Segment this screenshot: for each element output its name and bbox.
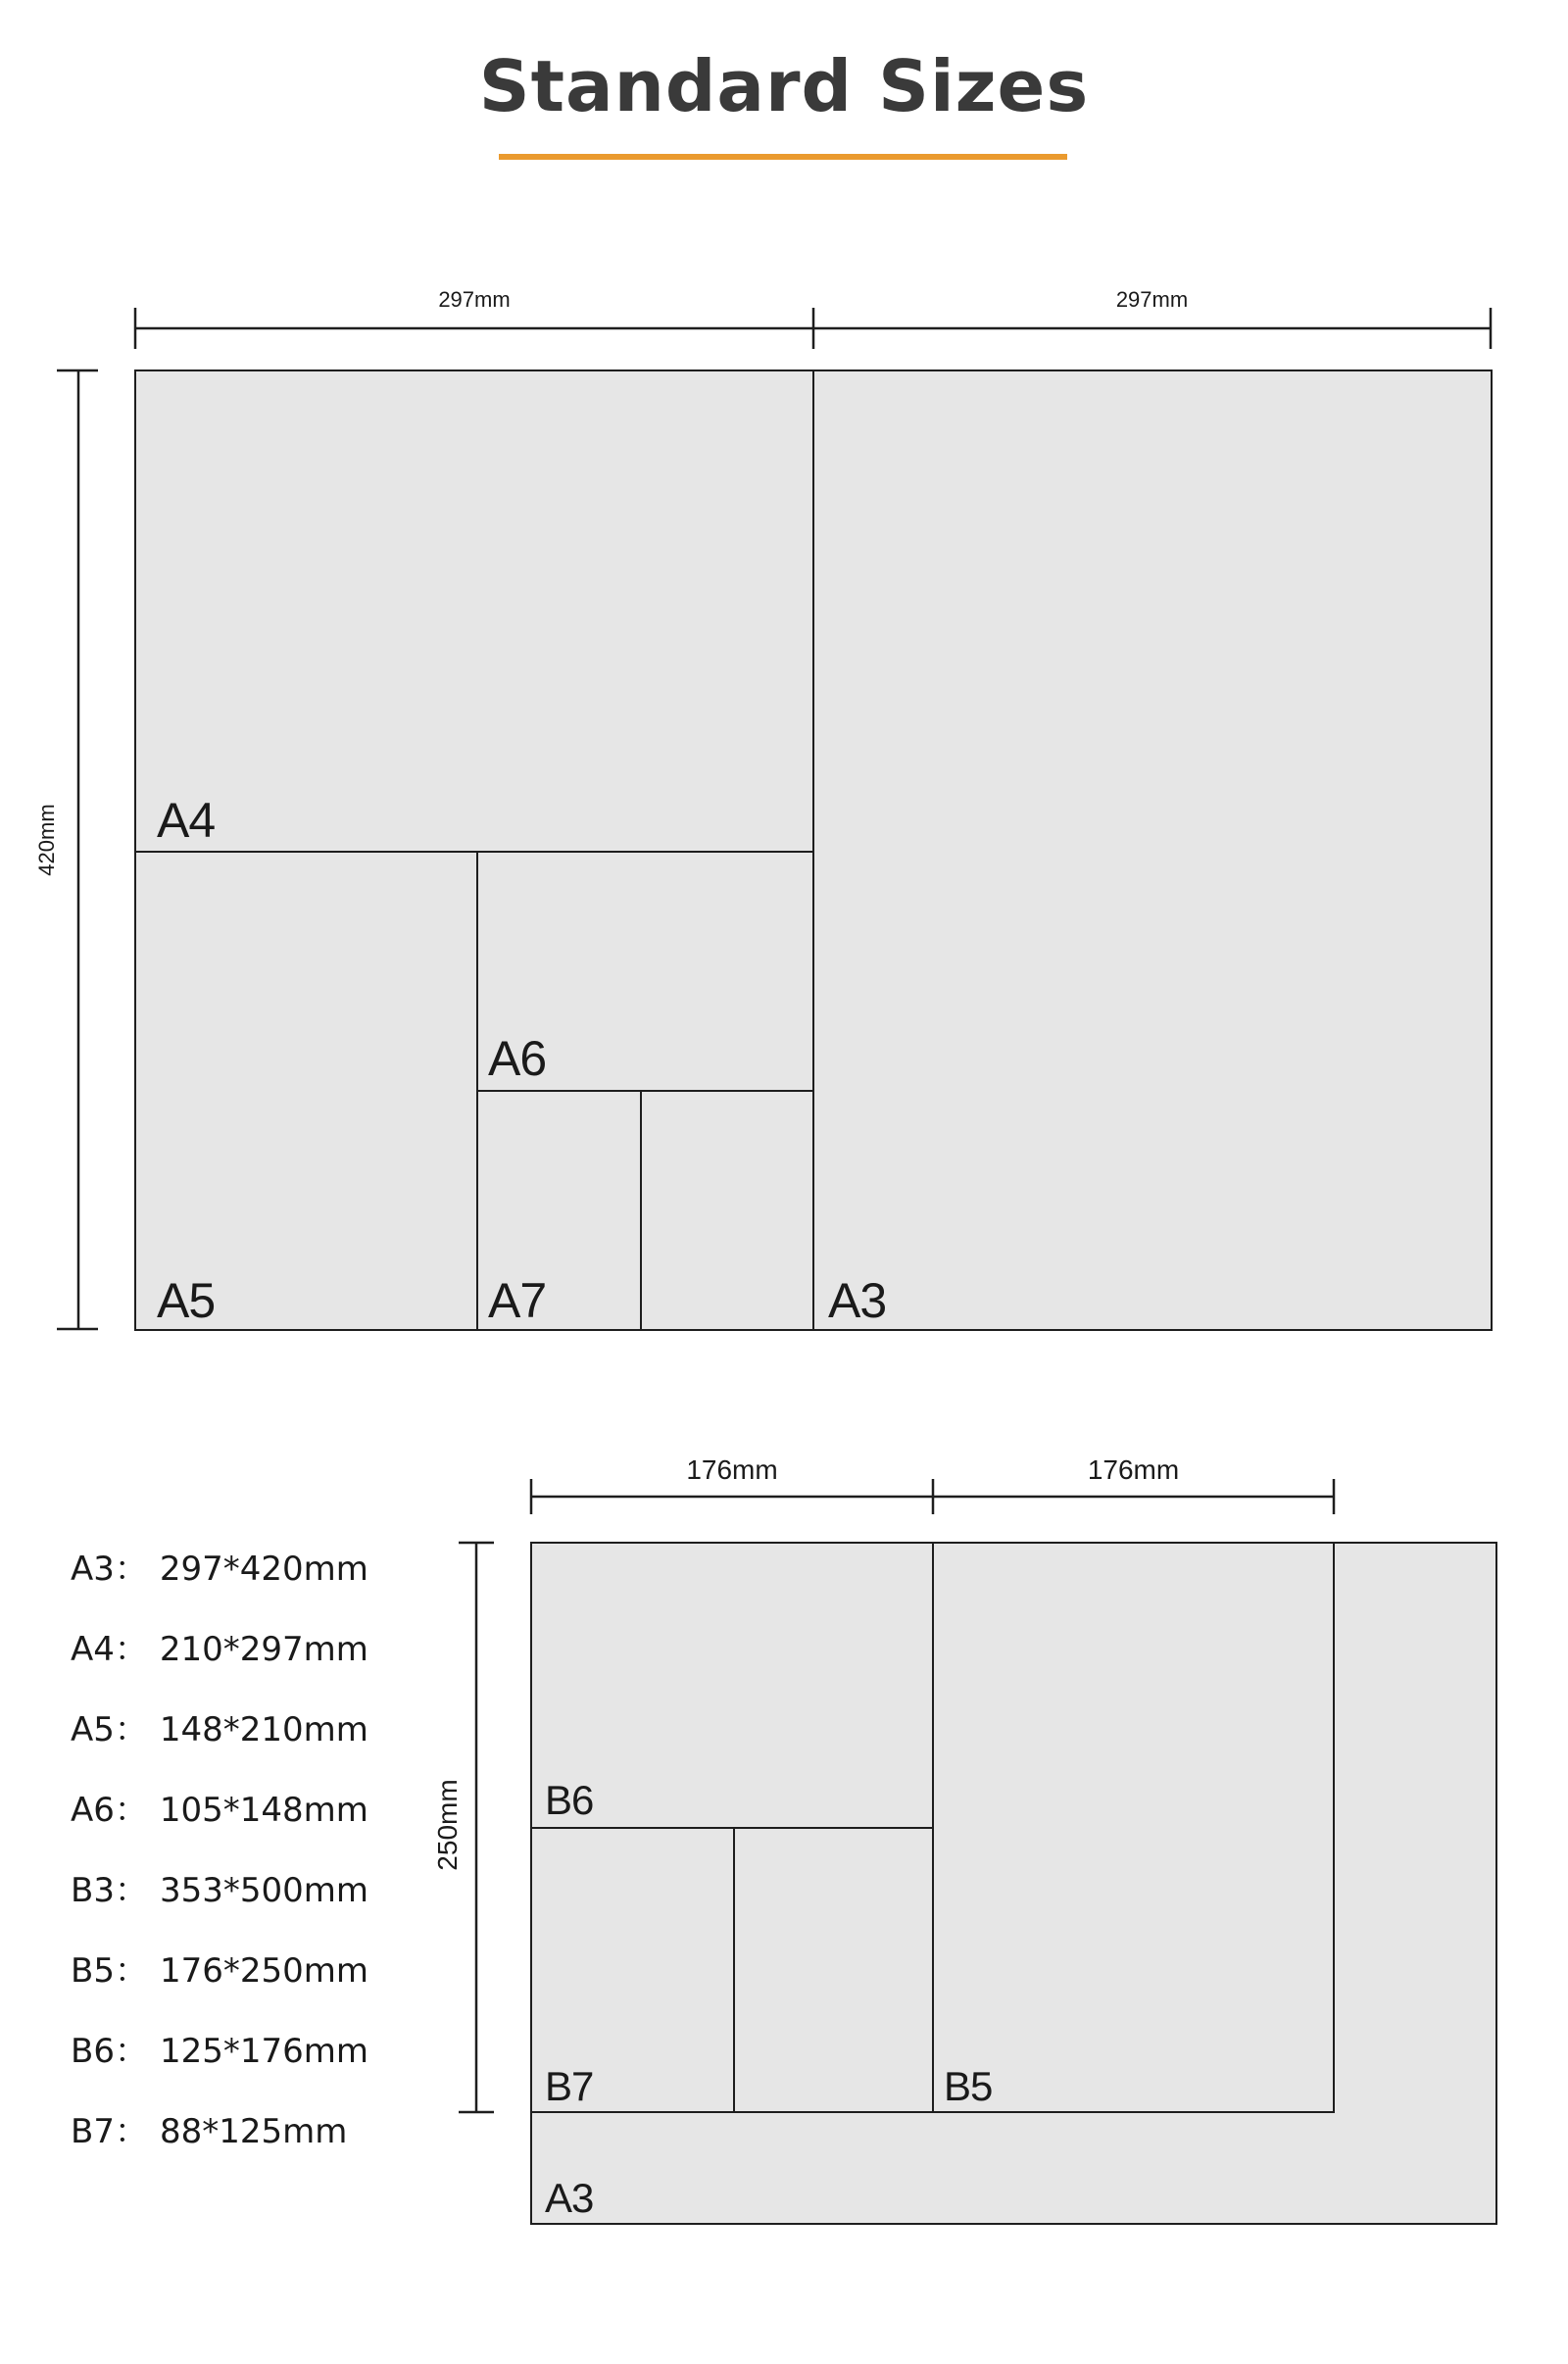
a6-a7-split-line	[476, 1090, 812, 1092]
spec-item: A4： 210*297mm	[71, 1630, 368, 1669]
label-a6: A6	[488, 1031, 547, 1086]
label-a5: A5	[157, 1273, 216, 1328]
a-height-dimension-line	[0, 353, 118, 1343]
spec-item: B7： 88*125mm	[71, 2112, 348, 2151]
page-title: Standard Sizes	[478, 45, 1090, 127]
a4-width-label: 297mm	[438, 287, 511, 312]
spec-item: A3： 297*420mm	[71, 1550, 368, 1589]
a3-split-line	[812, 369, 814, 1331]
label-a4: A4	[157, 793, 216, 848]
spec-item: B5： 176*250mm	[71, 1951, 368, 1991]
b5-width-label: 176mm	[1087, 1454, 1180, 1485]
a3-height-label: 420mm	[34, 804, 59, 876]
spec-item: A6： 105*148mm	[71, 1791, 368, 1830]
label-b5: B5	[944, 2063, 993, 2109]
spec-item: B6： 125*176mm	[71, 2032, 368, 2071]
a3-half-width-label: 297mm	[1115, 287, 1189, 312]
a-width-dimension-lines	[0, 0, 1568, 372]
sheet-a3-background	[530, 1542, 1497, 2225]
spec-item: A5： 148*210mm	[71, 1710, 368, 1749]
b6-b7-split-line	[530, 1827, 934, 1829]
label-a3-b: A3	[545, 2175, 594, 2221]
label-b6: B6	[545, 1777, 594, 1823]
b5-height-label: 250mm	[432, 1779, 463, 1871]
label-b7: B7	[545, 2063, 594, 2109]
a7-split-line	[640, 1090, 642, 1331]
a4-a5-split-line	[134, 851, 812, 853]
label-a3: A3	[828, 1273, 887, 1328]
b5-right-line	[1333, 1542, 1335, 2113]
b6-width-label: 176mm	[686, 1454, 778, 1485]
label-a7: A7	[488, 1273, 547, 1328]
spec-item: B3： 353*500mm	[71, 1871, 368, 1910]
b7-split-line	[733, 1827, 735, 2113]
